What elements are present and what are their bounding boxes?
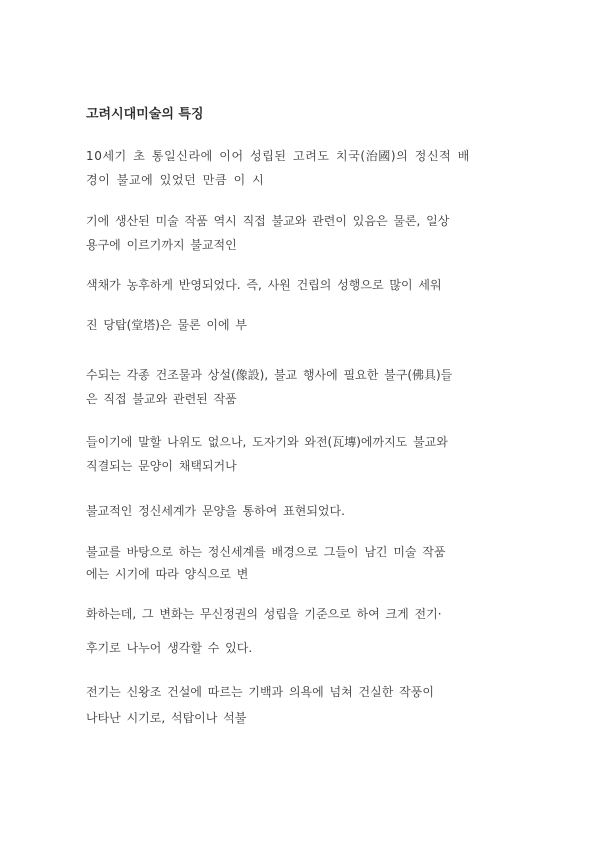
document-title: 고려시대미술의 특징 (86, 107, 204, 122)
paragraph-line: 수되는 각종 건조물과 상설(像設), 불교 행사에 필요한 불구(佛具)들 (86, 368, 453, 382)
paragraph-line: 용구에 이르기까지 불교적인 (86, 238, 237, 252)
paragraph-line: 후기로 나누어 생각할 수 있다. (86, 641, 253, 655)
paragraph-line: 나타난 시기로, 석탑이나 석불 (86, 711, 247, 725)
paragraph-line: 불교적인 정신세계가 문양을 통하여 표현되었다. (86, 504, 345, 518)
paragraph-line: 진 당탑(堂塔)은 물론 이에 부 (86, 318, 247, 332)
paragraph-line: 불교를 바탕으로 하는 정신세계를 배경으로 그들이 남긴 미술 작품 (86, 545, 446, 559)
paragraph-line: 들이기에 말할 나위도 없으나, 도자기와 와전(瓦塼)에까지도 불교와 (86, 435, 448, 449)
paragraph-line: 전기는 신왕조 건설에 따르는 기백과 의욕에 넘쳐 건실한 작풍이 (86, 685, 434, 699)
paragraph-line: 에는 시기에 따라 양식으로 변 (86, 567, 249, 581)
paragraph-line: 색채가 농후하게 반영되었다. 즉, 사원 건립의 성행으로 많이 세워 (86, 278, 442, 292)
paragraph-line: 은 직접 불교와 관련된 작품 (86, 392, 237, 406)
paragraph-line: 경이 불교에 있었던 만큼 이 시 (86, 173, 265, 187)
paragraph-line: 화하는데, 그 변화는 무신정권의 성립을 기준으로 하여 크게 전기· (86, 607, 442, 621)
paragraph-line: 직결되는 문양이 채택되거나 (86, 459, 237, 473)
paragraph-line: 기에 생산된 미술 작품 역시 직접 불교와 관련이 있음은 물론, 일상 (86, 214, 450, 228)
paragraph-line: 10세기 초 통일신라에 이어 성립된 고려도 치국(治國)의 정신적 배 (86, 149, 470, 163)
